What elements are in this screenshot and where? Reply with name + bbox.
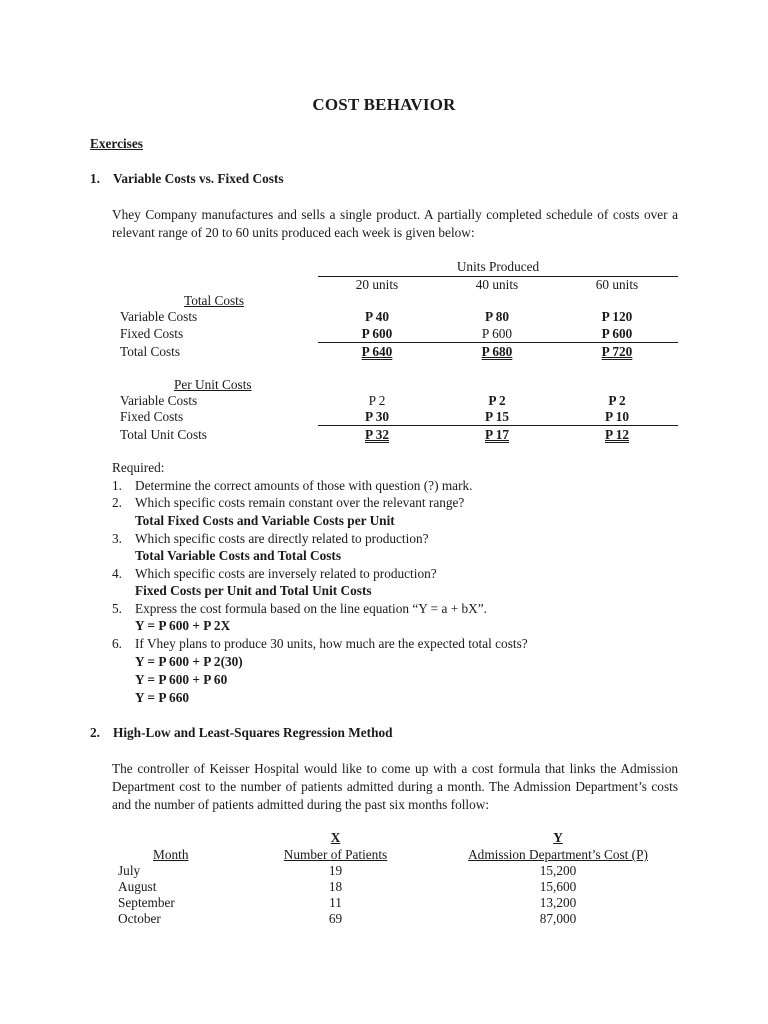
exercises-heading: Exercises (90, 136, 143, 151)
table-cell: 11 (329, 895, 342, 910)
required-question: Which specific costs remain constant over the relevant range? (135, 495, 465, 510)
required-number: 1. (112, 478, 122, 493)
row-label: Total Costs (120, 344, 181, 359)
col-header-patients: Number of Patients (283, 847, 388, 862)
table-row-month: August (118, 879, 157, 894)
table-cell: 18 (328, 879, 343, 894)
required-answer: Y = P 660 (135, 690, 189, 705)
table-cell: P 17 (484, 427, 509, 442)
col-header-20: 20 units (355, 277, 399, 292)
table-cell: P 15 (484, 409, 509, 424)
required-answer: Total Variable Costs and Total Costs (135, 548, 342, 563)
row-label: Fixed Costs (120, 409, 184, 424)
required-answer: Y = P 600 + P 60 (135, 672, 228, 687)
table-cell: P 32 (364, 427, 389, 442)
table-cell: P 2 (488, 393, 506, 408)
total-costs-label: Total Costs (184, 293, 245, 308)
table-row-month: July (118, 863, 141, 878)
table-cell: P 640 (361, 344, 393, 359)
col-header-cost: Admission Department’s Cost (P) (468, 847, 648, 862)
table-row-month: October (118, 911, 161, 926)
section1-number: 1. (90, 171, 100, 186)
table-cell: P 600 (601, 326, 633, 341)
required-number: 6. (112, 636, 122, 651)
table-cell: P 80 (484, 309, 509, 324)
required-question: Determine the correct amounts of those with question (?) mark. (135, 478, 473, 493)
table-cell: P 2 (368, 393, 386, 408)
required-number: 4. (112, 566, 122, 581)
required-question: If Vhey plans to produce 30 units, how much are the expected total costs? (135, 636, 528, 651)
section2-number: 2. (90, 725, 100, 740)
table-cell: P 120 (601, 309, 633, 324)
row-label: Total Unit Costs (120, 427, 207, 442)
table-cell: P 2 (608, 393, 626, 408)
table-cell: P 720 (601, 344, 633, 359)
table-cell: P 600 (481, 326, 513, 341)
required-question: Which specific costs are directly related to production? (135, 531, 429, 546)
required-number: 5. (112, 601, 122, 616)
table-cell: 87,000 (539, 911, 577, 926)
col-header-month: Month (153, 847, 189, 862)
page-title: COST BEHAVIOR (312, 95, 456, 114)
required-number: 2. (112, 495, 122, 510)
table-cell: P 10 (604, 409, 629, 424)
row-label: Variable Costs (120, 309, 198, 324)
y-symbol: Y (553, 830, 563, 845)
table-cell: 13,200 (539, 895, 577, 910)
required-answer: Fixed Costs per Unit and Total Unit Costs (135, 583, 372, 598)
table-cell: P 12 (604, 427, 629, 442)
table-cell: P 600 (361, 326, 393, 341)
required-question: Express the cost formula based on the line equation “Y = a + bX”. (135, 601, 487, 616)
required-answer: Y = P 600 + P 2(30) (135, 654, 243, 669)
table-cell: P 680 (481, 344, 513, 359)
row-label: Variable Costs (120, 393, 198, 408)
per-unit-costs-label: Per Unit Costs (174, 377, 252, 392)
section2-paragraph: The controller of Keisser Hospital would like to come up with a cost formula that links the Admission Department cost to the number of patients admitted during a month. The Admission Department’s costs and the number of patients admitted during the past six months follow: (112, 761, 678, 812)
section1-heading: Variable Costs vs. Fixed Costs (113, 171, 284, 186)
table-cell: P 30 (364, 409, 389, 424)
table-cell: P 40 (364, 309, 389, 324)
required-number: 3. (112, 531, 122, 546)
row-label: Fixed Costs (120, 326, 184, 341)
section1-paragraph: Vhey Company manufactures and sells a single product. A partially completed schedule of costs over a relevant range of 20 to 60 units produced each week is given below: (112, 207, 678, 240)
required-answer: Y = P 600 + P 2X (135, 618, 231, 633)
col-header-40: 40 units (475, 277, 519, 292)
required-label: Required: (112, 460, 165, 475)
table-row-month: September (118, 895, 175, 910)
table-cell: 69 (328, 911, 343, 926)
table-cell: 15,200 (539, 863, 577, 878)
table-cell: 15,600 (539, 879, 577, 894)
table1-subtotal-rule (318, 342, 678, 343)
required-question: Which specific costs are inversely related to production? (135, 566, 437, 581)
required-answer: Total Fixed Costs and Variable Costs per Unit (135, 513, 395, 528)
units-produced-header: Units Produced (456, 259, 540, 274)
section2-heading: High-Low and Least-Squares Regression Method (113, 725, 393, 740)
table-cell: 19 (328, 863, 343, 878)
x-symbol: X (330, 830, 341, 845)
table1-unit-subtotal-rule (318, 425, 678, 426)
col-header-60: 60 units (595, 277, 639, 292)
